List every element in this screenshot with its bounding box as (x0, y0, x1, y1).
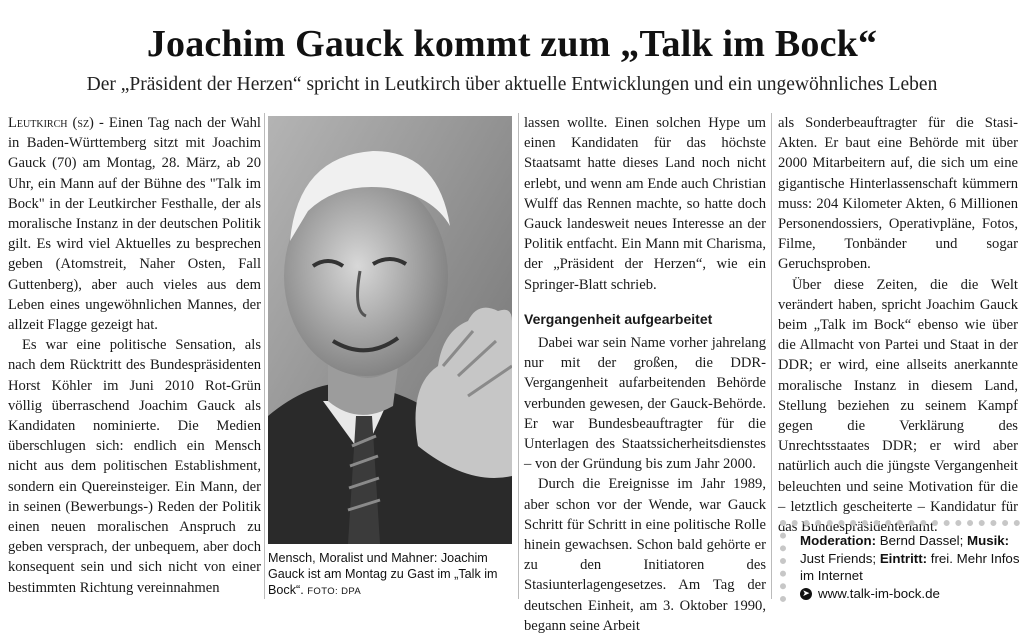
paragraph-text: - Einen Tag nach der Wahl in Baden-Württemberg sitzt mit Joachim Gauck (70) am Montag, 28. März, ab 20 Uhr, ein Mann auf der Bühne des "Talk im Bock" in der Leutkircher Festhalle, der als moralische Instanz in der deutschen Politik gilt. Es wird viel Aktuelles zu besprechen geben (Atomstreit, Naher Osten, Fall Guttenberg), aber auch vieles aus dem Leben eines ungewöhnlichen Mannes, der allzeit Flagge gezeigt hat. (8, 115, 261, 334)
website-url[interactable]: www.talk-im-bock.de (818, 585, 940, 601)
event-info-text (800, 532, 1020, 585)
photo-caption (268, 550, 514, 600)
music-label: Musik: (967, 533, 1010, 548)
moderation-label: Moderation: (800, 533, 877, 548)
paragraph: Es war eine politische Sensation, als nach dem Rücktritt des Bundespräsidenten Horst Köhler im Juni 2010 Rot-Grün völlig überraschend Joachim Gauck als Kandidaten nominierte. Die Medien überschlugen sich: endlich ein Mensch nicht aus dem politischen Establishment, sondern ein Quereinsteiger. Ein Mann, der in seinen (Bewerbungs-) Reden der Politik einen neuen moralischen Anspruch zu geben versprach, der unbequem, aber doch konsequent sein und sich nicht von einer bestimmten Richtung vereinnahmen (8, 337, 261, 596)
event-info-box (780, 520, 1020, 602)
paragraph (8, 113, 261, 335)
moderation-value: Bernd Dassel; (876, 533, 967, 548)
headline: Joachim Gauck kommt zum „Talk im Bock“ (146, 23, 878, 65)
column-divider (518, 113, 519, 599)
caption-text: Mensch, Moralist und Mahner: Joachim Gauck ist am Montag zu Gast im „Talk im Bock“. (268, 551, 498, 597)
article-column-1 (8, 113, 261, 598)
portrait-photo (268, 116, 512, 544)
article-column-4 (778, 113, 1018, 537)
paragraph: Dabei war sein Name vorher jahrelang nur mit der großen, die DDR-Vergangenheit aufarbeitenden Behörde verbunden gewesen, der Gauck-Behörde. Er war Bundesbeauftragter für die Unterlagen des Staatssicherheitsdienstes – von der Gründung bis zum Jahr 2000. (524, 335, 766, 473)
column-divider (264, 113, 265, 599)
article-column-3 (524, 113, 766, 636)
entry-value: frei. Mehr Infos im Internet (800, 550, 1020, 584)
dateline: Leutkirch (sz) (8, 115, 94, 131)
paragraph: als Sonderbeauftragter für die Stasi-Akten. Er baut eine Behörde mit über 2000 Mitarbeitern auf, die sich um eine gigantische Hinterlassenschaft kümmern muss: 204 Kilometer Akten, 6 Millionen Personendossiers, Operativpläne, Fotos, Filme, Tonbänder und sogar Geruchsproben. (778, 115, 1018, 273)
photo-credit: FOTO: DPA (307, 586, 362, 597)
paragraph: lassen wollte. Einen solchen Hype um einen Kandidaten für das höchste Staatsamt hatte dieses Land noch nicht erlebt, und wenn am Ende auch Christian Wulff das Rennen machte, so hatte doch Gauck landesweit neues Interesse an der Politik entfacht. Ein Mann mit Charisma, der „Präsident der Herzen“, wie ein Springer-Blatt schrieb. (524, 115, 766, 293)
website-link[interactable] (800, 585, 1020, 603)
paragraph: Durch die Ereignisse im Jahr 1989, aber schon vor der Wende, war Gauck Schritt für Schritt in eine politische Rolle hinein gewachsen. Schon bald gehörte er zu den Initiatoren des Stasiunterlagengesetzes. Am Tag der deutschen Einheit, am 3. Oktober 1990, begann seine Arbeit (524, 476, 766, 634)
entry-label: Eintritt: (879, 550, 928, 566)
arrow-icon: ➤ (800, 588, 812, 600)
paragraph: Über diese Zeiten, die die Welt verändert haben, spricht Joachim Gauck beim „Talk im Bock“ ebenso wie über die Allmacht von Partei und Staat in der DDR; er wird, eine allseits anerkannte moralische Instanz in diesem Land, Stellung beziehen zu seinem Kampf gegen die Verklärung des Unrechtsstaates DDR; er wird aber natürlich auch die jüngste Vergangenheit beleuchten und seine Motivation für die – letztlich gescheiterte – Kandidatur für das Bundespräsidentenamt. (778, 276, 1018, 536)
section-subheading: Vergangenheit aufgearbeitet (524, 310, 713, 327)
column-divider (771, 113, 772, 599)
music-value: Just Friends; (800, 550, 880, 566)
subheadline: Der „Präsident der Herzen“ spricht in Leutkirch über aktuelle Entwicklungen und ein ungewöhnliches Leben (86, 74, 938, 95)
